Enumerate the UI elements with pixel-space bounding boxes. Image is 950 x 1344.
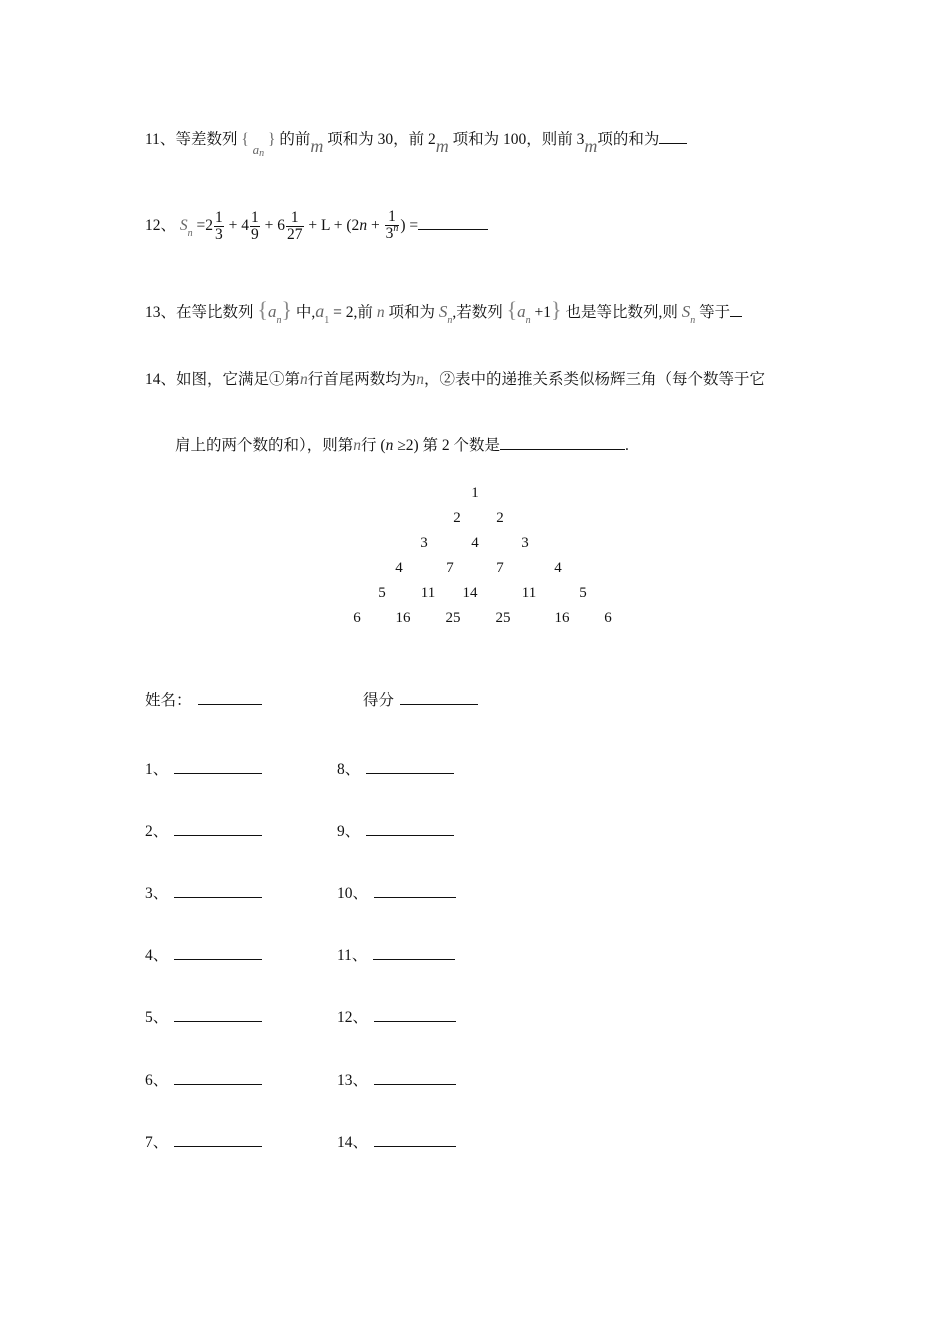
triangle-cell: 11 [521, 585, 537, 601]
q12-plus-4: + [370, 217, 380, 234]
answer-label: 7、 [145, 1134, 169, 1151]
q13-text-5: ,若数列 [452, 304, 503, 321]
q12-plus-3: + L + (2 [308, 217, 360, 234]
answer-row-4 [145, 943, 262, 965]
q11-a: a [252, 142, 260, 157]
triangle-cell: 25 [495, 610, 511, 626]
answer-blank[interactable] [174, 1132, 262, 1147]
answer-label: 2、 [145, 823, 169, 840]
triangle-cell: 25 [445, 610, 461, 626]
answer-blank[interactable] [374, 1132, 456, 1147]
triangle-cell: 4 [395, 560, 403, 576]
q13-right-brace-2: } [551, 297, 562, 322]
name-row [145, 688, 262, 710]
q13-text-7: 等于 [699, 304, 731, 321]
q14-n-3: n [353, 437, 362, 454]
q11-text-4: 项和为 100，则前 3 [452, 131, 585, 148]
triangle-cell: 11 [420, 585, 436, 601]
q13-answer-blank[interactable] [730, 302, 742, 317]
answer-label: 11、 [337, 947, 368, 964]
q11-text-3: 项和为 30，前 2 [327, 131, 436, 148]
q13-sub-n-3: n [525, 315, 531, 326]
answer-label: 1、 [145, 761, 169, 778]
answer-row-14 [337, 1130, 456, 1152]
q12-frac-2-num: 1 [251, 208, 259, 226]
answer-blank[interactable] [174, 1070, 262, 1085]
name-label: 姓名： [145, 692, 192, 709]
answer-row-9 [337, 819, 454, 841]
q13-left-brace-1: { [257, 297, 268, 322]
q11-sub-n: n [259, 148, 265, 159]
question-14-line-1 [145, 370, 765, 390]
q13-sub-n-2: n [447, 315, 453, 326]
answer-blank[interactable] [366, 759, 454, 774]
q12-frac-1 [214, 210, 224, 243]
score-row [363, 688, 478, 710]
answer-blank[interactable] [174, 945, 262, 960]
q14-answer-blank[interactable] [500, 435, 625, 450]
q14-text-5: 行 ( [361, 437, 386, 454]
q12-frac-4-den: 3 [385, 224, 394, 242]
answer-label: 9、 [337, 823, 361, 840]
q12-frac-4-num: 1 [385, 209, 400, 226]
triangle-cell: 1 [471, 485, 479, 501]
q12-frac-3 [286, 210, 304, 243]
triangle-cell: 16 [554, 610, 570, 626]
triangle-cell: 2 [453, 510, 461, 526]
name-field[interactable] [198, 690, 262, 705]
answer-blank[interactable] [174, 883, 262, 898]
q12-plus-2: + 6 [264, 217, 286, 234]
answer-row-5 [145, 1005, 262, 1027]
q13-a: a [267, 302, 277, 321]
q12-frac-1-num: 1 [215, 208, 223, 226]
answer-row-10 [337, 881, 456, 903]
q11-m-3: m [584, 136, 598, 156]
q13-text-2: 中, [295, 304, 316, 321]
answer-label: 3、 [145, 885, 169, 902]
q11-number: 11、 [145, 131, 176, 148]
q12-n: n [359, 217, 368, 234]
answer-row-6 [145, 1068, 262, 1090]
triangle-cell: 5 [378, 585, 386, 601]
q14-text-2: 行首尾两数均为 [307, 371, 417, 388]
answer-row-12 [337, 1005, 456, 1027]
q13-a2: a [517, 302, 526, 321]
triangle-cell: 7 [446, 560, 454, 576]
q13-n: n [376, 304, 385, 321]
answer-row-3 [145, 881, 262, 903]
question-12 [145, 204, 488, 250]
q12-frac-1-den: 3 [215, 225, 223, 243]
q12-S: S [179, 217, 188, 234]
q14-text-4: 肩上的两个数的和），则第 [175, 437, 354, 454]
answer-blank[interactable] [174, 1007, 262, 1022]
answer-label: 10、 [337, 885, 369, 902]
answer-blank[interactable] [366, 821, 454, 836]
q11-text-5: 项的和为 [597, 131, 660, 148]
q11-text: 等差数列 [175, 131, 238, 148]
q14-text-3: ，②表中的递推关系类似杨辉三角（每个数等于它 [424, 371, 766, 388]
answer-label: 5、 [145, 1009, 169, 1026]
answer-label: 8、 [337, 761, 361, 778]
answer-blank[interactable] [374, 1070, 456, 1085]
answer-label: 13、 [337, 1072, 369, 1089]
q13-number: 13、 [145, 304, 177, 321]
q12-close: ) = [400, 217, 419, 234]
triangle-cell: 2 [496, 510, 504, 526]
q13-right-brace-1: } [281, 297, 293, 322]
q13-left-brace-2: { [506, 297, 518, 322]
triangle-cell: 3 [420, 535, 428, 551]
answer-blank[interactable] [374, 1007, 456, 1022]
triangle-cell: 6 [353, 610, 361, 626]
question-14-line-2 [175, 435, 629, 456]
triangle-cell: 16 [395, 610, 411, 626]
q14-n-4: n [385, 437, 394, 454]
triangle-cell: 7 [496, 560, 504, 576]
q13-S-2: S [681, 302, 691, 321]
q13-text-4: 项和为 [388, 304, 435, 321]
q12-plus-1: + 4 [228, 217, 250, 234]
question-11 [145, 128, 687, 159]
triangle-cell: 5 [579, 585, 587, 601]
answer-row-8 [337, 757, 454, 779]
score-label: 得分 [363, 692, 395, 709]
q13-text: 在等比数列 [176, 304, 254, 321]
answer-row-1 [145, 757, 262, 779]
answer-blank[interactable] [374, 883, 456, 898]
q11-left-brace: { [241, 131, 249, 148]
q12-answer-blank[interactable] [418, 215, 488, 230]
q12-frac-2-den: 9 [251, 225, 259, 243]
q12-frac-4 [385, 209, 400, 244]
q12-sub-n: n [187, 228, 193, 239]
q13-sub-1: 1 [324, 315, 330, 326]
score-field[interactable] [400, 690, 478, 705]
q12-frac-2 [250, 210, 260, 243]
triangle-cell: 4 [554, 560, 562, 576]
q12-equals: =2 [196, 217, 214, 234]
triangle-cell: 4 [471, 535, 479, 551]
q11-m-2: m [435, 136, 449, 156]
q12-frac-4-sup: n [393, 222, 399, 234]
question-13 [145, 297, 742, 326]
answer-label: 14、 [337, 1134, 369, 1151]
q13-text-3: ,前 [353, 304, 373, 321]
answer-row-2 [145, 819, 262, 841]
q13-text-6: 也是等比数列,则 [565, 304, 678, 321]
q14-n-2: n [416, 371, 425, 388]
q13-S: S [438, 302, 448, 321]
answer-blank[interactable] [373, 945, 455, 960]
triangle-cell: 14 [462, 585, 478, 601]
answer-label: 12、 [337, 1009, 369, 1026]
triangle-cell: 3 [521, 535, 529, 551]
q14-period: . [624, 437, 629, 454]
q11-text-2: 的前 [279, 131, 311, 148]
answer-blank[interactable] [174, 759, 262, 774]
answer-label: 4、 [145, 947, 169, 964]
q14-n-1: n [300, 371, 308, 388]
q11-right-brace: } [268, 131, 276, 148]
q13-plus-one: +1 [534, 304, 552, 321]
answer-row-13 [337, 1068, 456, 1090]
triangle-cell: 6 [604, 610, 612, 626]
q13-sub-n: n [276, 315, 282, 326]
q11-m-1: m [310, 136, 324, 156]
q11-answer-blank[interactable] [659, 129, 687, 144]
q12-frac-3-num: 1 [286, 210, 304, 227]
q13-sub-n-4: n [690, 315, 696, 326]
q14-text-6: ≥2) 第 2 个数是 [397, 437, 500, 454]
q14-text-1: 14、如图，它满足①第 [145, 371, 301, 388]
answer-row-11 [337, 943, 455, 965]
answer-blank[interactable] [174, 821, 262, 836]
q13-equals: = 2 [333, 304, 354, 321]
q12-number: 12、 [145, 217, 177, 234]
q12-frac-3-den: 27 [287, 225, 303, 243]
q13-a1: a [315, 301, 325, 321]
answer-row-7 [145, 1130, 262, 1152]
answer-label: 6、 [145, 1072, 169, 1089]
